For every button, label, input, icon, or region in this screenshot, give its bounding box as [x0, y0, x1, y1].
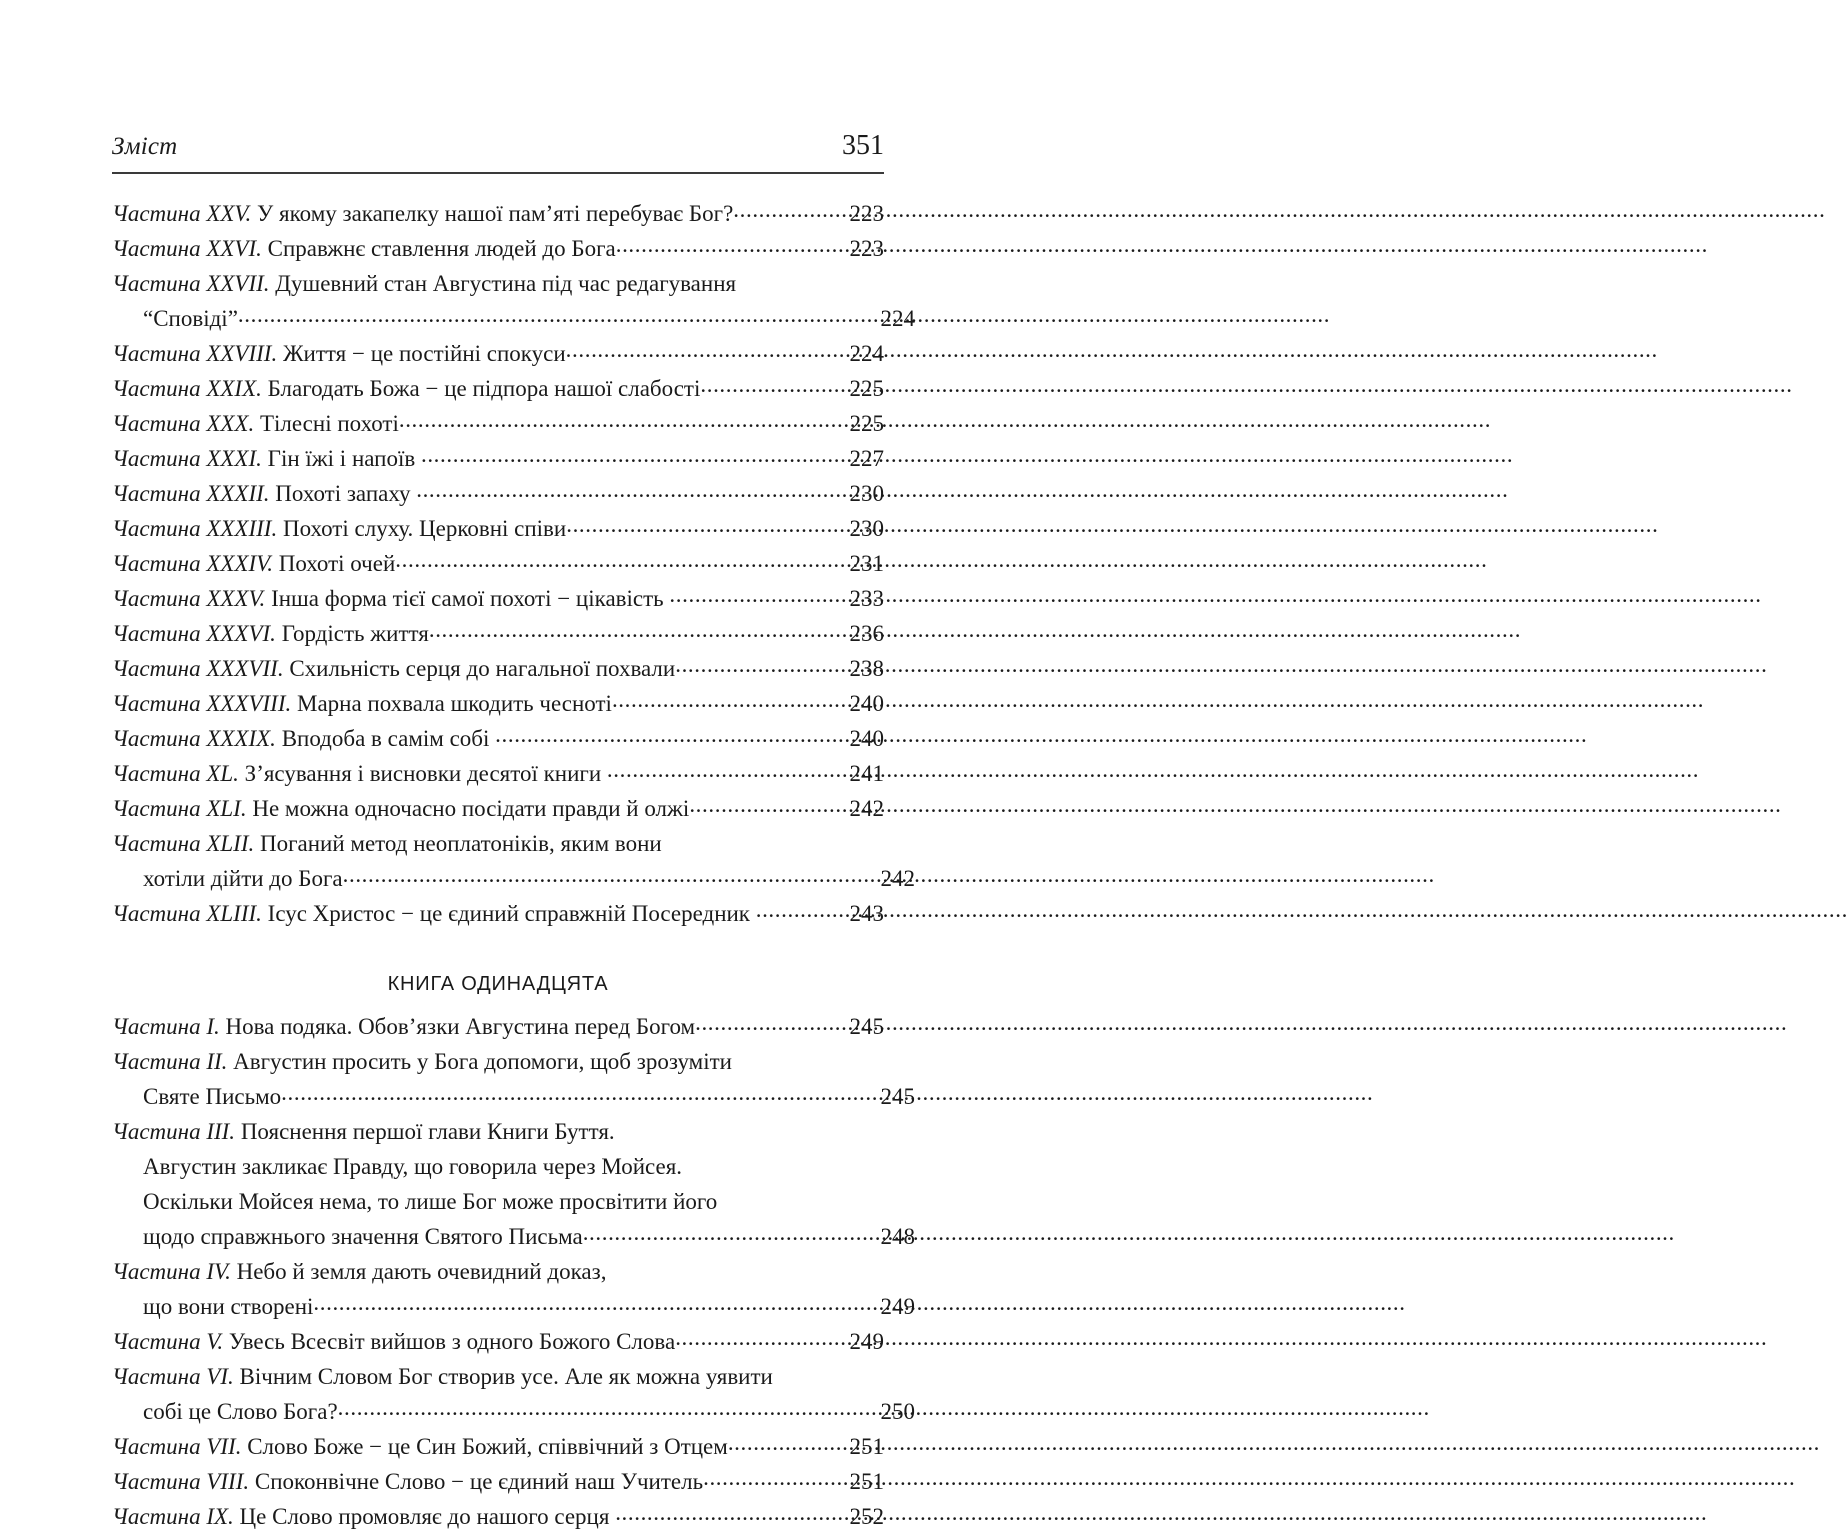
toc-entry-line-final: [112, 1289, 915, 1324]
toc-entry[interactable]: [112, 1359, 915, 1429]
toc-entry-page-number: 240: [849, 726, 884, 751]
toc-entry-page-number: 242: [880, 866, 915, 891]
toc-entry-line-final: [112, 1219, 915, 1254]
toc-entry-title: Це Слово промовляє до нашого серця: [239, 1504, 616, 1529]
toc-entry-page-number: 243: [849, 901, 884, 926]
toc-entry[interactable]: [112, 686, 884, 721]
toc-entry-line: [112, 1359, 884, 1394]
toc-entry-line-final: [112, 791, 884, 826]
toc-entry-title: З’ясування і висновки десятої книги: [244, 761, 607, 786]
toc-entry[interactable]: [112, 336, 884, 371]
table-of-contents: [112, 196, 915, 1534]
toc-entry-page-number: 224: [849, 341, 884, 366]
toc-entry[interactable]: [112, 1464, 884, 1499]
toc-entry-title: Справжнє ставлення людей до Бога: [267, 236, 616, 261]
toc-entry-line: [112, 826, 884, 861]
toc-entry-title: Похоті запаху: [275, 481, 417, 506]
toc-entry-line-final: [112, 1429, 884, 1464]
toc-entry-line-final: [112, 721, 884, 756]
toc-entry-line-final: [112, 1324, 884, 1359]
toc-section-book-eleven: [112, 1009, 915, 1534]
dot-leader: [728, 1431, 850, 1454]
toc-entry-title: щодо справжнього значення Святого Письма: [143, 1224, 583, 1249]
dot-leader: [416, 478, 849, 501]
running-head-title: Зміст: [112, 133, 178, 160]
dot-leader: [616, 233, 850, 256]
toc-part-label: Частина XXXIX.: [112, 726, 282, 751]
toc-entry-title: Споконвічне Слово − це єдиний наш Учитель: [254, 1469, 704, 1494]
toc-entry-line-final: [112, 231, 884, 266]
toc-entry-title: Інша форма тієї самої похоті − цікавість: [271, 586, 670, 611]
toc-entry-page-number: 227: [849, 446, 884, 471]
toc-entry-page-number: 223: [849, 201, 884, 226]
dot-leader: [313, 1291, 880, 1314]
dot-leader: [756, 898, 850, 921]
toc-entry-title: Вічним Словом Бог створив усе. Але як можна уявити: [239, 1364, 773, 1389]
toc-entry-page-number: 225: [849, 411, 884, 436]
toc-entry[interactable]: [112, 1009, 884, 1044]
toc-entry-page-number: 225: [849, 376, 884, 401]
toc-entry-page-number: 236: [849, 621, 884, 646]
toc-entry-page-number: 231: [849, 551, 884, 576]
toc-part-label: Частина XXIX.: [112, 376, 268, 401]
toc-part-label: Частина XXV.: [112, 201, 258, 226]
toc-entry[interactable]: [112, 196, 884, 231]
toc-part-label: Частина VI.: [112, 1364, 240, 1389]
toc-entry-title: Марна похвала шкодить чесноті: [297, 691, 612, 716]
toc-part-label: Частина XXXVIII.: [112, 691, 297, 716]
toc-entry-title: “Сповіді”: [143, 306, 238, 331]
toc-entry-line-final: [112, 301, 915, 336]
toc-entry-line-final: [112, 1079, 915, 1114]
toc-entry-line: [112, 1184, 915, 1219]
toc-entry-page-number: 248: [880, 1224, 915, 1249]
toc-entry-page-number: 252: [849, 1504, 884, 1529]
toc-entry-line: [112, 1254, 884, 1289]
header-rule: [112, 172, 884, 174]
dot-leader: [612, 688, 850, 711]
toc-entry-line-final: [112, 756, 884, 791]
running-head: [112, 132, 884, 160]
toc-entry-page-number: 233: [849, 586, 884, 611]
toc-entry-line-final: [112, 511, 884, 546]
toc-entry-page-number: 240: [849, 691, 884, 716]
toc-entry-page-number: 230: [849, 481, 884, 506]
dot-leader: [703, 1466, 849, 1489]
toc-entry[interactable]: [112, 791, 884, 826]
toc-entry-line-final: [112, 861, 915, 896]
toc-entry-page-number: 249: [849, 1329, 884, 1354]
dot-leader: [675, 653, 849, 676]
toc-entry-title: Августин закликає Правду, що говорила через Мойсея.: [143, 1154, 683, 1179]
dot-leader: [695, 1011, 849, 1034]
toc-entry[interactable]: [112, 1429, 884, 1464]
toc-part-label: Частина XXXV.: [112, 586, 272, 611]
toc-part-label: Частина XXVII.: [112, 271, 276, 296]
toc-entry[interactable]: [112, 1254, 915, 1324]
toc-entry[interactable]: [112, 231, 884, 266]
toc-entry-title: У якому закапелку нашої пам’яті перебуває Бог?: [257, 201, 734, 226]
toc-part-label: Частина XXXVI.: [112, 621, 282, 646]
dot-leader: [689, 793, 849, 816]
toc-entry-line-final: [112, 1499, 884, 1534]
toc-entry-page-number: 249: [880, 1294, 915, 1319]
toc-entry-line-final: [112, 196, 884, 231]
dot-leader: [281, 1081, 880, 1104]
toc-part-label: Частина XXXI.: [112, 446, 268, 471]
toc-entry-title: Гін їжі і напоїв: [267, 446, 421, 471]
toc-entry-page-number: 241: [849, 761, 884, 786]
toc-entry-line-final: [112, 686, 884, 721]
dot-leader: [421, 443, 850, 466]
toc-entry[interactable]: [112, 1324, 884, 1359]
toc-entry-line-final: [112, 1464, 884, 1499]
dot-leader: [583, 1221, 881, 1244]
toc-entry[interactable]: [112, 546, 884, 581]
toc-entry[interactable]: [112, 826, 915, 896]
toc-part-label: Частина XXXVII.: [112, 656, 290, 681]
dot-leader: [399, 408, 850, 431]
toc-entry-line-final: [112, 441, 884, 476]
toc-entry[interactable]: [112, 721, 884, 756]
toc-entry[interactable]: [112, 476, 884, 511]
toc-entry[interactable]: [112, 406, 884, 441]
dot-leader: [495, 723, 849, 746]
toc-entry-title: Життя − це постійні спокуси: [282, 341, 566, 366]
dot-leader: [343, 863, 881, 886]
toc-entry-title: Ісус Христос − це єдиний справжній Посередник: [267, 901, 756, 926]
toc-part-label: Частина XXXII.: [112, 481, 276, 506]
dot-leader: [607, 758, 850, 781]
toc-entry-title: Душевний стан Августина під час редагування: [275, 271, 737, 296]
toc-entry-line-final: [112, 616, 884, 651]
toc-entry[interactable]: [112, 1044, 915, 1114]
toc-part-label: Частина IX.: [112, 1504, 240, 1529]
toc-entry-title: Поганий метод неоплатоніків, яким вони: [259, 831, 662, 856]
toc-entry-title: Святе Письмо: [143, 1084, 282, 1109]
toc-part-label: Частина XXX.: [112, 411, 260, 436]
toc-entry-line-final: [112, 1394, 915, 1429]
toc-entry[interactable]: [112, 756, 884, 791]
toc-section-book-ten: [112, 196, 915, 931]
toc-entry-title: собі це Слово Бога?: [143, 1399, 338, 1424]
dot-leader: [700, 373, 849, 396]
toc-entry-page-number: 251: [849, 1469, 884, 1494]
toc-part-label: Частина XXXIII.: [112, 516, 283, 541]
dot-leader: [395, 548, 849, 571]
toc-entry-title: Августин просить у Бога допомоги, щоб зрозуміти: [233, 1049, 732, 1074]
toc-entry[interactable]: [112, 441, 884, 476]
toc-entry-title: Вподоба в самім собі: [281, 726, 496, 751]
toc-entry-line-final: [112, 581, 884, 616]
dot-leader: [733, 198, 849, 221]
toc-entry-line: [112, 1044, 884, 1079]
book-heading: КНИГА ОДИНАДЦЯТА: [387, 973, 609, 995]
toc-part-label: Частина I.: [112, 1014, 226, 1039]
toc-entry-page-number: 251: [849, 1434, 884, 1459]
page-number: 351: [842, 130, 884, 161]
toc-entry-title: Гордість життя: [281, 621, 429, 646]
toc-part-label: Частина VII.: [112, 1434, 248, 1459]
toc-entry-page-number: 242: [849, 796, 884, 821]
toc-entry[interactable]: [112, 896, 884, 931]
toc-entry-line-final: [112, 476, 884, 511]
toc-entry-title: Нова подяка. Обов’язки Августина перед Богом: [225, 1014, 696, 1039]
toc-entry-line-final: [112, 896, 884, 931]
toc-entry-title: Благодать Божа − це підпора нашої слабості: [267, 376, 701, 401]
toc-part-label: Частина III.: [112, 1119, 241, 1144]
toc-entry[interactable]: [112, 1114, 915, 1254]
toc-entry-title: хотіли дійти до Бога: [143, 866, 343, 891]
toc-entry-line-final: [112, 1009, 884, 1044]
toc-part-label: Частина XXVIII.: [112, 341, 283, 366]
toc-entry-line-final: [112, 651, 884, 686]
toc-entry-line-final: [112, 336, 884, 371]
toc-entry[interactable]: [112, 1499, 884, 1534]
dot-leader: [566, 338, 850, 361]
toc-entry-title: Небо й земля дають очевидний доказ,: [236, 1259, 607, 1284]
toc-entry-line-final: [112, 546, 884, 581]
toc-entry-title: Похоті очей: [278, 551, 396, 576]
toc-part-label: Частина V.: [112, 1329, 229, 1354]
toc-entry-page-number: 238: [849, 656, 884, 681]
toc-entry-line-final: [112, 371, 884, 406]
dot-leader: [429, 618, 850, 641]
toc-part-label: Частина XXVI.: [112, 236, 268, 261]
toc-entry-page-number: 230: [849, 516, 884, 541]
toc-entry-page-number: 245: [880, 1084, 915, 1109]
toc-part-label: Частина XL.: [112, 761, 245, 786]
toc-entry-line: [112, 266, 884, 301]
toc-part-label: Частина VIII.: [112, 1469, 255, 1494]
dot-leader: [566, 513, 849, 536]
toc-entry-title: Похоті слуху. Церковні співи: [282, 516, 567, 541]
toc-entry[interactable]: [112, 371, 884, 406]
toc-entry-title: Слово Боже − це Син Божий, співвічний з Отцем: [247, 1434, 728, 1459]
toc-entry-title: Схильність серця до нагальної похвали: [289, 656, 676, 681]
toc-part-label: Частина XXXIV.: [112, 551, 279, 576]
toc-part-label: Частина XLII.: [112, 831, 260, 856]
toc-entry[interactable]: [112, 616, 884, 651]
toc-entry-title: Тілесні похоті: [259, 411, 399, 436]
toc-part-label: Частина XLI.: [112, 796, 253, 821]
dot-leader: [338, 1396, 881, 1419]
toc-entry-line: [112, 1149, 915, 1184]
toc-entry-title: Оскільки Мойсея нема, то лише Бог може просвітити його: [143, 1189, 718, 1214]
toc-entry-title: Пояснення першої глави Книги Буття.: [240, 1119, 615, 1144]
toc-entry-page-number: 245: [849, 1014, 884, 1039]
dot-leader: [238, 303, 881, 326]
toc-entry[interactable]: [112, 511, 884, 546]
toc-part-label: Частина II.: [112, 1049, 234, 1074]
toc-entry-page-number: 224: [880, 306, 915, 331]
toc-entry[interactable]: [112, 651, 884, 686]
toc-part-label: Частина IV.: [112, 1259, 237, 1284]
toc-part-label: Частина XLIII.: [112, 901, 268, 926]
toc-entry-line: [112, 1114, 884, 1149]
toc-entry-page-number: 250: [880, 1399, 915, 1424]
dot-leader: [669, 583, 849, 606]
toc-entry[interactable]: [112, 266, 915, 336]
dot-leader: [675, 1326, 849, 1349]
toc-entry-title: Не можна одночасно посідати правди й олжі: [252, 796, 690, 821]
toc-entry-title: Увесь Всесвіт вийшов з одного Божого Слова: [228, 1329, 676, 1354]
toc-entry-title: що вони створені: [143, 1294, 314, 1319]
dot-leader: [615, 1501, 849, 1524]
toc-entry-page-number: 223: [849, 236, 884, 261]
toc-entry-line-final: [112, 406, 884, 441]
toc-entry[interactable]: [112, 581, 884, 616]
